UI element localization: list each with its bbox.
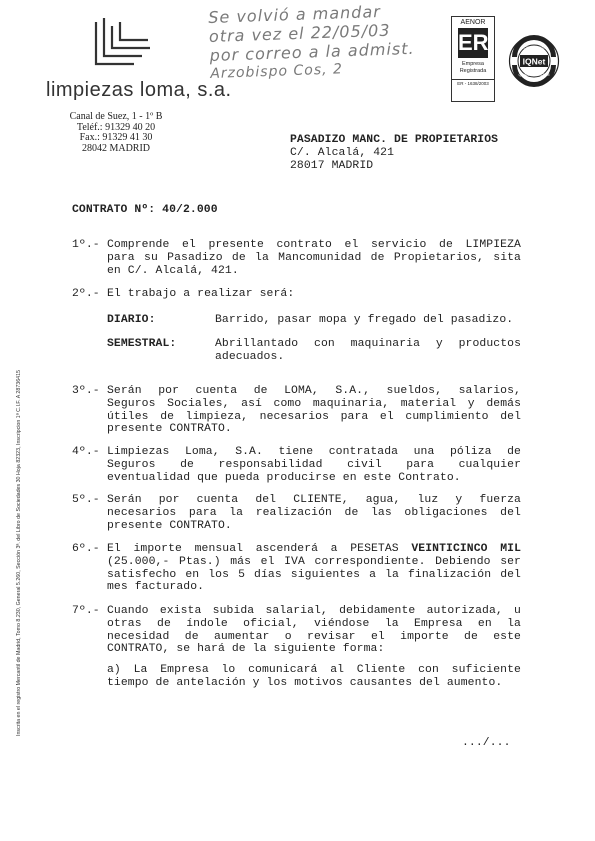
clause-7a-text: a) La Empresa lo comunicará al Cliente con suficiente tiempo de antelación y los motivos causantes del aumento. bbox=[107, 664, 521, 689]
clause-4-number: 4º.- bbox=[72, 446, 100, 458]
clause-2-text: El trabajo a realizar será: bbox=[107, 288, 295, 300]
handwritten-note: Se volvió a mandar otra vez el 22/05/03 por correo a la admist. Arzobispo Cos, 2 bbox=[208, 1, 415, 82]
continuation-mark: .../... bbox=[462, 737, 511, 749]
company-name: limpiezas loma, s.a. bbox=[46, 79, 232, 101]
aenor-er-box: ER bbox=[458, 28, 488, 58]
recipient-name: PASADIZO MANC. DE PROPIETARIOS bbox=[290, 134, 499, 146]
clause-1-text: Comprende el presente contrato el servicio de LIMPIEZA para su Pasadizo de la Mancomunidad de Propietarios, sita en C/. Alcalá, 421. bbox=[107, 239, 521, 277]
clause-7-number: 7º.- bbox=[72, 605, 100, 617]
clause-5-text: Serán por cuenta del CLIENTE, agua, luz y fuerza necesarios para la realización de las obligaciones del presente CONTRATO. bbox=[107, 494, 521, 532]
aenor-badge: AENOR ER Empresa Registrada ER - 1638/2003 bbox=[451, 16, 495, 102]
recipient-city: 28017 MADRID bbox=[290, 159, 374, 172]
clause-7-text: Cuando exista subida salarial, debidamente autorizada, u otras de índole oficial, viéndose la Empresa en la necesidad de aumentar o revisar el importe de este CONTRATO, se hará de la siguiente forma: bbox=[107, 605, 521, 656]
recipient-street: C/. Alcalá, 421 bbox=[290, 146, 395, 159]
diario-label: DIARIO: bbox=[107, 314, 156, 326]
clause-2-number: 2º.- bbox=[72, 288, 100, 300]
svg-text:QUALITY SYSTEM: QUALITY SYSTEM bbox=[518, 73, 550, 77]
clause-5-number: 5º.- bbox=[72, 494, 100, 506]
svg-text:IQNet: IQNet bbox=[522, 56, 546, 67]
recipient-block bbox=[290, 134, 498, 172]
clause-6-text: El importe mensual ascenderá a PESETAS VEINTICINCO MIL (25.000,- Ptas.) más el IVA correspondiente. Debiendo ser satisfecho en los 5 días siguientes a la finalización del mes facturado. bbox=[107, 543, 521, 594]
clause-3-number: 3º.- bbox=[72, 385, 100, 397]
company-address: Canal de Suez, 1 - 1º B Teléf.: 91329 40 20 Fax.: 91329 41 30 28042 MADRID bbox=[69, 111, 163, 154]
clause-4-text: Limpiezas Loma, S.A. tiene contratada una póliza de Seguros de responsabilidad civil para cualquier eventualidad que pueda producirse en este Contrato. bbox=[107, 446, 521, 484]
clause-6-number: 6º.- bbox=[72, 543, 100, 555]
semestral-label: SEMESTRAL: bbox=[107, 338, 177, 350]
amount-words: VEINTICINCO MIL bbox=[411, 543, 521, 555]
registry-vertical-text: Inscrita en el registro Mercantil de Madrid, Tomo 8.230, General 5.260, Sección 3ª. del Libro de Sociedades 30 Hoja 82323, Inscripcion 1ª C.I.F. A 28736415 bbox=[16, 370, 22, 736]
svg-text:CERTIFIED: CERTIFIED bbox=[523, 45, 545, 50]
iqnet-seal bbox=[508, 35, 560, 87]
company-logo bbox=[86, 16, 156, 72]
semestral-text: Abrillantado con maquinaria y productos adecuados. bbox=[215, 338, 521, 363]
clause-1-number: 1º.- bbox=[72, 239, 100, 251]
contract-number: CONTRATO Nº: 40/2.000 bbox=[72, 204, 218, 216]
clause-3-text: Serán por cuenta de LOMA, S.A., sueldos, salarios, Seguros Sociales, así como maquinaria, material y demás útiles de limpieza, necesarios para el cumplimiento del presente CONTRATO. bbox=[107, 385, 521, 436]
diario-text: Barrido, pasar mopa y fregado del pasadizo. bbox=[215, 314, 514, 326]
